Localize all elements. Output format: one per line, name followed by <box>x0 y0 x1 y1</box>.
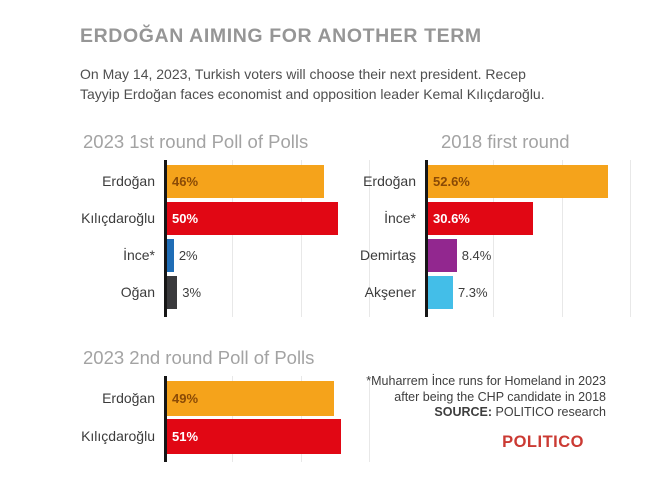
chart-title-2023-first-round: 2023 1st round Poll of Polls <box>83 131 309 152</box>
bar-label: Akşener <box>364 284 416 300</box>
bar-row <box>75 202 369 235</box>
bar-label: Oğan <box>120 284 155 300</box>
bar <box>428 165 608 198</box>
bar-track <box>164 381 369 416</box>
bar-value-label: 51% <box>172 429 199 444</box>
footnote-line-1: *Muharrem İnce runs for Homeland in 2023 <box>366 374 606 388</box>
bar-track <box>425 276 630 309</box>
bar-label: Erdoğan <box>102 173 155 189</box>
bar-value-label: 7.3% <box>457 285 488 300</box>
source-label: SOURCE: <box>434 405 493 419</box>
intro-line-1: On May 14, 2023, Turkish voters will choose their next president. Recep <box>80 66 526 82</box>
chart-title-2023-second-round: 2023 2nd round Poll of Polls <box>83 347 315 368</box>
bar-row <box>75 381 369 416</box>
chart-body <box>75 160 369 317</box>
bar-value-label: 3% <box>182 285 202 300</box>
politico-logo: POLITICO <box>502 433 584 451</box>
intro-text <box>80 64 640 104</box>
page-title: ERDOĞAN AIMING FOR ANOTHER TERM <box>80 25 482 47</box>
bar-label: İnce* <box>384 210 416 226</box>
bar <box>167 419 341 454</box>
source-text: POLITICO research <box>495 405 606 419</box>
bar-track <box>425 239 630 272</box>
bar-label: Erdoğan <box>363 173 416 189</box>
bar-row <box>358 202 630 235</box>
bar <box>167 239 174 272</box>
bar-label: Kılıçdaroğlu <box>81 210 155 226</box>
bar <box>167 165 324 198</box>
bar-track <box>164 165 369 198</box>
chart-body <box>358 160 630 317</box>
chart-title-2018-first-round: 2018 first round <box>441 131 570 152</box>
bar-row <box>358 276 630 309</box>
footnote <box>366 374 606 421</box>
bar-track <box>164 419 369 454</box>
bar <box>428 202 533 235</box>
bar-label: Demirtaş <box>359 247 416 263</box>
bar <box>167 381 334 416</box>
grid-line <box>630 160 631 317</box>
bar-value-label: 2% <box>178 248 198 263</box>
bar-value-label: 46% <box>172 174 199 189</box>
bar-value-label: 49% <box>172 391 199 406</box>
bar-value-label: 30.6% <box>433 211 470 226</box>
bar-track <box>425 202 630 235</box>
bar-label: Erdoğan <box>102 390 155 406</box>
bar-track <box>164 276 369 309</box>
bar-value-label: 8.4% <box>461 248 492 263</box>
bar-value-label: 52.6% <box>433 174 470 189</box>
bar-track <box>425 165 630 198</box>
bar-track <box>164 202 369 235</box>
chart-body <box>75 376 369 462</box>
bar <box>167 202 338 235</box>
bar-label: İnce* <box>123 247 155 263</box>
bar-row <box>75 419 369 454</box>
bar-label: Kılıçdaroğlu <box>81 428 155 444</box>
bar-row <box>358 239 630 272</box>
footnote-line-2: after being the CHP candidate in 2018 <box>394 389 606 404</box>
bar-value-label: 50% <box>172 211 199 226</box>
bar-row <box>358 165 630 198</box>
bar-row <box>75 239 369 272</box>
bar <box>428 239 457 272</box>
bar-row <box>75 276 369 309</box>
intro-line-2: Tayyip Erdoğan faces economist and opposition leader Kemal Kılıçdaroğlu. <box>80 86 545 102</box>
source-line <box>366 405 606 421</box>
bar <box>167 276 177 309</box>
bar-row <box>75 165 369 198</box>
bar <box>428 276 453 309</box>
bar-track <box>164 239 369 272</box>
